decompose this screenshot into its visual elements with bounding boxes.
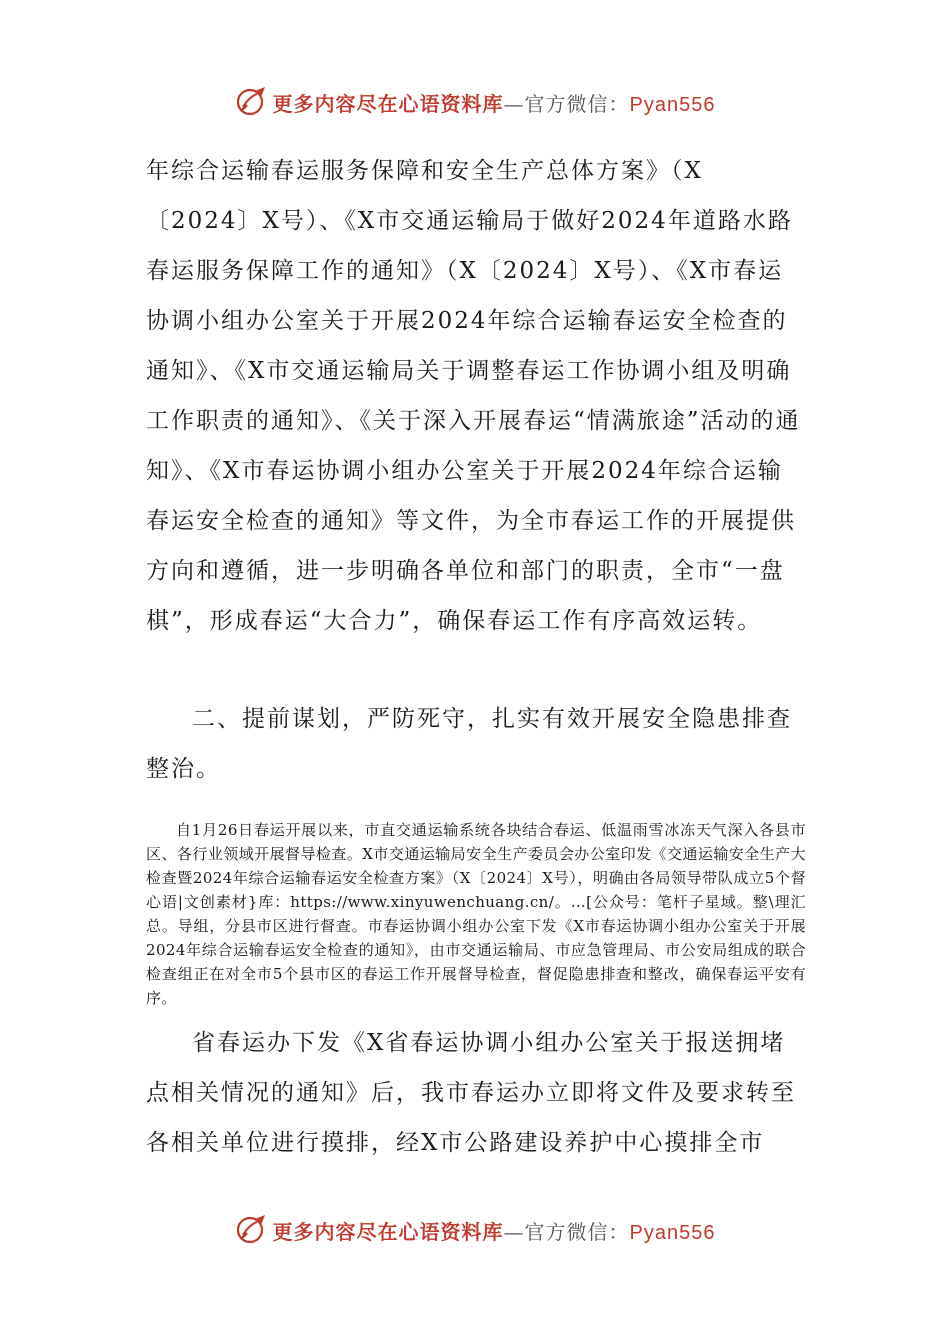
footer-banner-slogan: 更多内容尽在心语资料库	[272, 1219, 504, 1244]
header-banner-text	[273, 88, 716, 117]
footer-banner-text	[273, 1216, 716, 1245]
header-banner-slogan: 更多内容尽在心语资料库	[272, 91, 504, 116]
header-banner-official: —官方微信：	[503, 91, 630, 116]
header-watermark-banner	[0, 82, 950, 122]
paragraph-documents-list: 年综合运输春运服务保障和安全生产总体方案》（X〔2024〕X号）、《X市交通运输局于做好2024年道路水路春运服务保障工作的通知》（X〔2024〕X号）、《X市春运协调小组办公室关于开展2024年综合运输春运安全检查的通知》、《X市交通运输局关于调整春运工作协调小组及明确工作职责的通知》、《关于深入开展春运“情满旅途”活动的通知》、《X市春运协调小组办公室关于开展2024年综合运输春运安全检查的通知》等文件，为全市春运工作的开展提供方向和遵循，进一步明确各单位和部门的职责，全市“一盘棋”，形成春运“大合力”，确保春运工作有序高效运转。	[146, 158, 801, 634]
paragraph-congestion-report: 省春运办下发《X省春运协调小组办公室关于报送拥堵点相关情况的通知》后，我市春运办立即将文件及要求转至各相关单位进行摸排，经X市公路建设养护中心摸排全市	[146, 1030, 796, 1156]
header-banner-wechat-id: Pyan556	[629, 93, 716, 116]
footer-banner-official: —官方微信：	[503, 1219, 630, 1244]
section-heading-two: 二、提前谋划，严防死守，扎实有效开展安全隐患排查整治。	[146, 706, 792, 782]
paragraph-inspection-small: 自1月26日春运开展以来，市直交通运输系统各块结合春运、低温雨雪冰冻天气深入各县市区、各行业领域开展督导检查。X市交通运输局安全生产委员会办公室印发《交通运输安全生产大检查暨2024年综合运输春运安全检查方案》（X〔2024〕X号），明确由各局领导带队成立5个督心语|文创素材}库：https://www.xinyuwenchuang.cn/。…[公众号：笔杆子星域。整\理汇总。导组，分县市区进行督查。市春运协调小组办公室下发《X市春运协调小组办公室关于开展2024年综合运输春运安全检查的通知》，由市交通运输局、市应急管理局、市公安局组成的联合检查组正在对全市5个县市区的春运工作开展督导检查，督促隐患排查和整改，确保春运平安有序。	[146, 821, 806, 1007]
footer-banner-wechat-id: Pyan556	[629, 1221, 716, 1244]
pen-logo-icon	[235, 85, 269, 119]
pen-logo-icon	[235, 1213, 269, 1247]
footer-watermark-banner	[0, 1210, 950, 1250]
